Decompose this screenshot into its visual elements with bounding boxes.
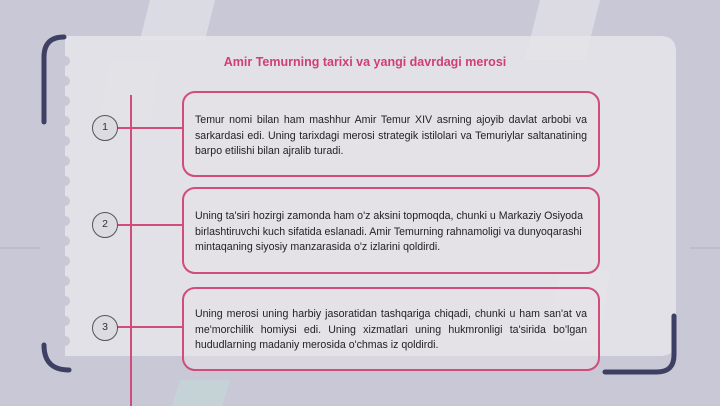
text-card-2-text: Uning ta'siri hozirgi zamonda ham o'z aksini topmoqda, chunki u Markaziy Osiyoda birlashtiruvchi kuch sifatida eslanadi. Amir Temurning rahnamoligi va dunyoqarashi mintaqaning siyosiy manzarasida o'z izlarini qoldirdi.: [195, 210, 583, 253]
step-number-1: 1: [92, 115, 118, 141]
corner-bracket-top-left: [44, 37, 64, 122]
text-card-3-text: Uning merosi uning harbiy jasoratidan tashqariga chiqadi, chunki u ham san'at va me'morchilik homiysi edi. Uning xizmatlari uning hukmronligi ta'sirida bo'lgan hududlarning madaniy merosida o'chmas iz qoldirdi.: [195, 308, 587, 351]
text-card-1-text: Temur nomi bilan ham mashhur Amir Temur XIV asrning ajoyib davlat arbobi va sarkardasi edi. Uning tarixdagi merosi strategik istilolari va Temuriylar saltanatining barpo etilishi bilan ajralib turadi.: [195, 114, 587, 157]
text-card-1: [182, 91, 600, 177]
text-card-3: [182, 287, 600, 371]
slide-title: Amir Temurning tarixi va yangi davrdagi merosi: [223, 55, 507, 69]
text-card-2: [182, 187, 600, 274]
step-number-3: 3: [92, 315, 118, 341]
step-number-2: 2: [92, 212, 118, 238]
